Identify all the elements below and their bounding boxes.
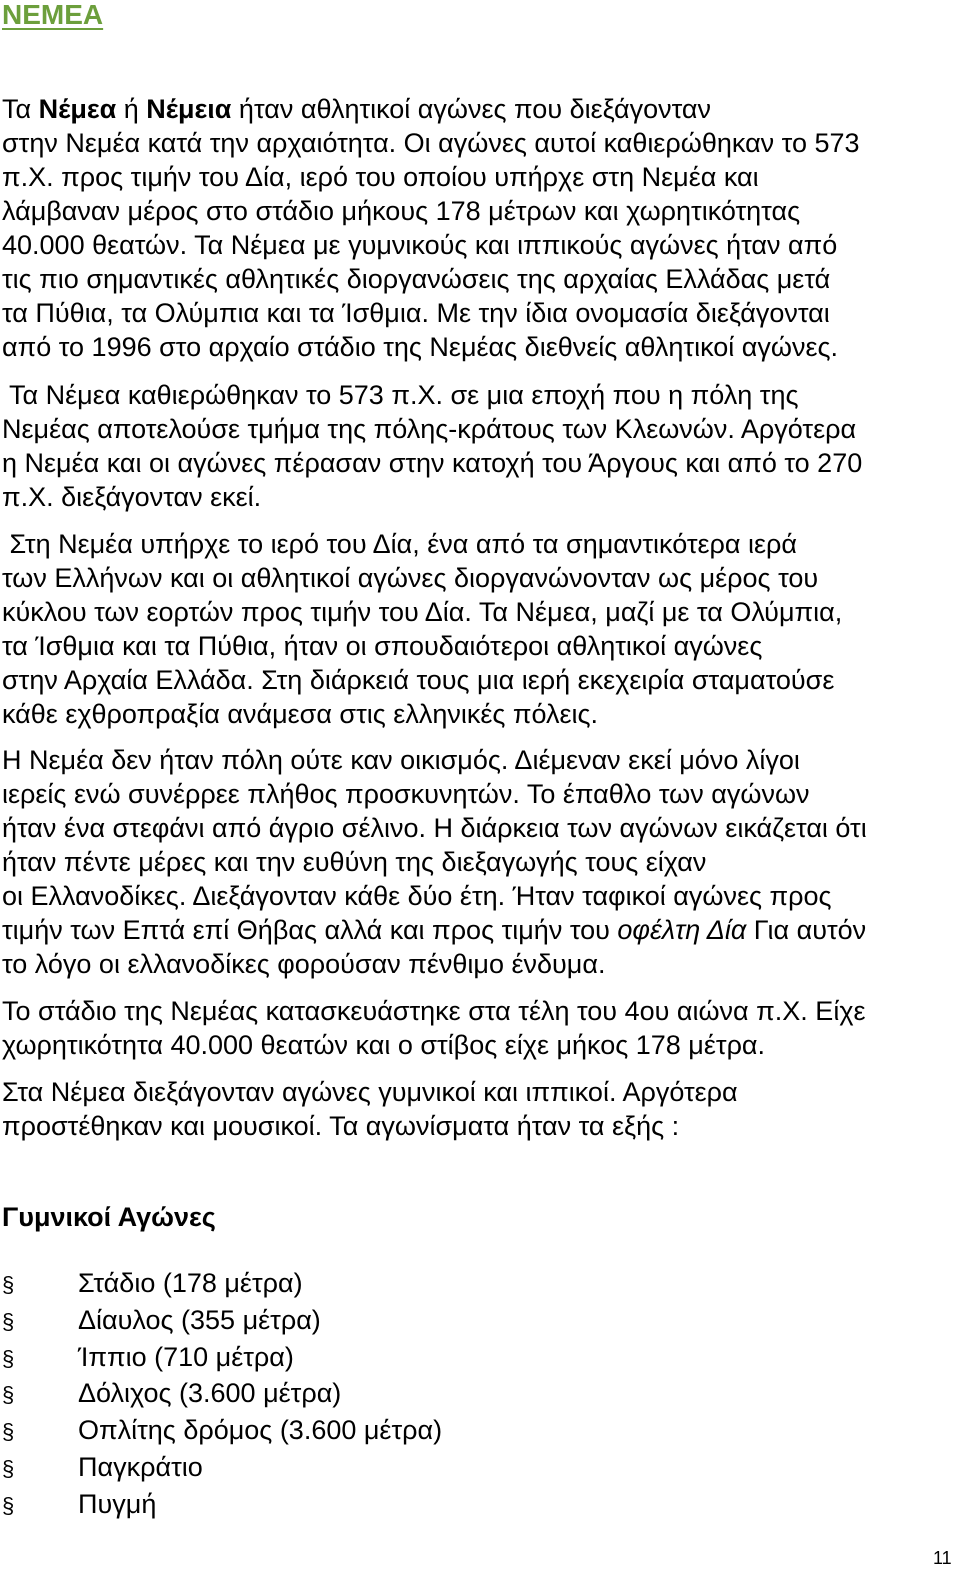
event-label: Πυγμή bbox=[78, 1488, 157, 1519]
paragraph-intro bbox=[2, 92, 957, 364]
text-line: λάμβαναν μέρος στο στάδιο μήκους 178 μέτρων και χωρητικότητας bbox=[2, 196, 801, 226]
text-line: το λόγο οι ελλανοδίκες φορούσαν πένθιμο ένδυμα. bbox=[2, 949, 606, 979]
bullet-icon: § bbox=[2, 1308, 15, 1334]
text-line: π.Χ. προς τιμήν του Δία, ιερό του οποίου υπήρχε στη Νεμέα και bbox=[2, 162, 759, 192]
bullet-icon: § bbox=[2, 1419, 15, 1445]
text-run: ήταν αθλητικοί αγώνες που διεξάγονταν bbox=[231, 94, 712, 124]
italic-term: οφέλτη Δία bbox=[617, 915, 747, 945]
text-line bbox=[2, 92, 957, 126]
text-line: χωρητικότητα 40.000 θεατών και ο στίβος είχε μήκος 178 μέτρα. bbox=[2, 1030, 766, 1060]
text-line: Στα Νέμεα διεξάγονταν αγώνες γυμνικοί και ιππικοί. Αργότερα bbox=[2, 1077, 738, 1107]
page-title: ΝΕΜΕΑ bbox=[2, 0, 104, 30]
text-line: ιερείς ενώ συνέρρεε πλήθος προσκυνητών. Το έπαθλο των αγώνων bbox=[2, 779, 810, 809]
page-number: 11 bbox=[933, 1548, 952, 1568]
text-line: Η Νεμέα δεν ήταν πόλη ούτε καν οικισμός. Διέμεναν εκεί μόνο λίγοι bbox=[2, 745, 800, 775]
text-run: τιμήν των Επτά επί Θήβας αλλά και προς τιμήν του bbox=[2, 915, 618, 945]
text-line: τις πιο σημαντικές αθλητικές διοργανώσεις της αρχαίας Ελλάδας μετά bbox=[2, 264, 831, 294]
text-line: π.Χ. διεξάγονταν εκεί. bbox=[2, 482, 262, 512]
text-run: Τα bbox=[2, 94, 39, 124]
text-line: τα Πύθια, τα Ολύμπια και τα Ίσθμια. Με την ίδια ονομασία διεξάγονται bbox=[2, 298, 830, 328]
event-label: Οπλίτης δρόμος (3.600 μέτρα) bbox=[78, 1415, 443, 1446]
text-line bbox=[2, 913, 957, 947]
event-label: Δόλιχος (3.600 μέτρα) bbox=[78, 1378, 342, 1409]
text-line: Το στάδιο της Νεμέας κατασκευάστηκε στα τέλη του 4ου αιώνα π.Χ. Είχε bbox=[2, 996, 866, 1026]
text-line: στην Νεμέα κατά την αρχαιότητα. Οι αγώνες αυτοί καθιερώθηκαν το 573 bbox=[2, 128, 860, 158]
paragraph-history bbox=[2, 378, 957, 514]
paragraph-sanctuary bbox=[2, 527, 957, 731]
text-line: η Νεμέα και οι αγώνες πέρασαν στην κατοχή του Άργους και από το 270 bbox=[2, 448, 863, 478]
text-line: Στη Νεμέα υπήρχε το ιερό του Δία, ένα από τα σημαντικότερα ιερά bbox=[2, 529, 798, 559]
bullet-icon: § bbox=[2, 1382, 15, 1408]
text-line: προστέθηκαν και μουσικοί. Τα αγωνίσματα ήταν τα εξής : bbox=[2, 1111, 680, 1141]
event-label: Παγκράτιο bbox=[78, 1451, 203, 1482]
text-run: Για αυτόν bbox=[746, 915, 867, 945]
text-line: των Ελλήνων και οι αθλητικοί αγώνες διοργανώνονταν ως μέρος του bbox=[2, 563, 819, 593]
bullet-icon: § bbox=[2, 1272, 15, 1297]
text-line: 40.000 θεατών. Τα Νέμεα με γυμνικούς και ιππικούς αγώνες ήταν από bbox=[2, 230, 838, 260]
text-line: Τα Νέμεα καθιερώθηκαν το 573 π.Χ. σε μια εποχή που η πόλη της bbox=[2, 380, 799, 410]
text-line: τα Ίσθμια και τα Πύθια, ήταν οι σπουδαιότεροι αθλητικοί αγώνες bbox=[2, 631, 763, 661]
text-line: στην Αρχαία Ελλάδα. Στη διάρκειά τους μια ιερή εκεχειρία σταματούσε bbox=[2, 665, 835, 695]
text-line: κάθε εχθροπραξία ανάμεσα στις ελληνικές πόλεις. bbox=[2, 699, 599, 729]
text-line: οι Ελλανοδίκες. Διεξάγονταν κάθε δύο έτη. Ήταν ταφικοί αγώνες προς bbox=[2, 881, 832, 911]
event-label: Δίαυλος (355 μέτρα) bbox=[78, 1304, 321, 1335]
text-line: κύκλου των εορτών προς τιμήν του Δία. Τα Νέμεα, μαζί με τα Ολύμπια, bbox=[2, 597, 843, 627]
text-line: Νεμέας αποτελούσε τμήμα της πόλης-κράτους των Κλεωνών. Αργότερα bbox=[2, 414, 857, 444]
paragraph-events-intro bbox=[2, 1075, 957, 1143]
bullet-icon: § bbox=[2, 1345, 15, 1371]
term-nemea: Νέμεα bbox=[38, 94, 117, 124]
text-line: από το 1996 στο αρχαίο στάδιο της Νεμέας διεθνείς αθλητικοί αγώνες. bbox=[2, 332, 839, 362]
event-label: Ίππιο (710 μέτρα) bbox=[78, 1341, 294, 1372]
text-line: ήταν πέντε μέρες και την ευθύνη της διεξαγωγής τους είχαν bbox=[2, 847, 707, 877]
paragraph-stadium bbox=[2, 994, 957, 1062]
term-nemeia: Νέμεια bbox=[146, 94, 232, 124]
text-run: ή bbox=[116, 94, 147, 124]
bullet-icon: § bbox=[2, 1455, 15, 1481]
event-label: Στάδιο (178 μέτρα) bbox=[78, 1268, 303, 1298]
text-line: ήταν ένα στεφάνι από άγριο σέλινο. Η διάρκεια των αγώνων εικάζεται ότι bbox=[2, 813, 867, 843]
section-heading: Γυμνικοί Αγώνες bbox=[2, 1202, 216, 1232]
bullet-icon: § bbox=[2, 1492, 15, 1518]
paragraph-games bbox=[2, 743, 957, 981]
